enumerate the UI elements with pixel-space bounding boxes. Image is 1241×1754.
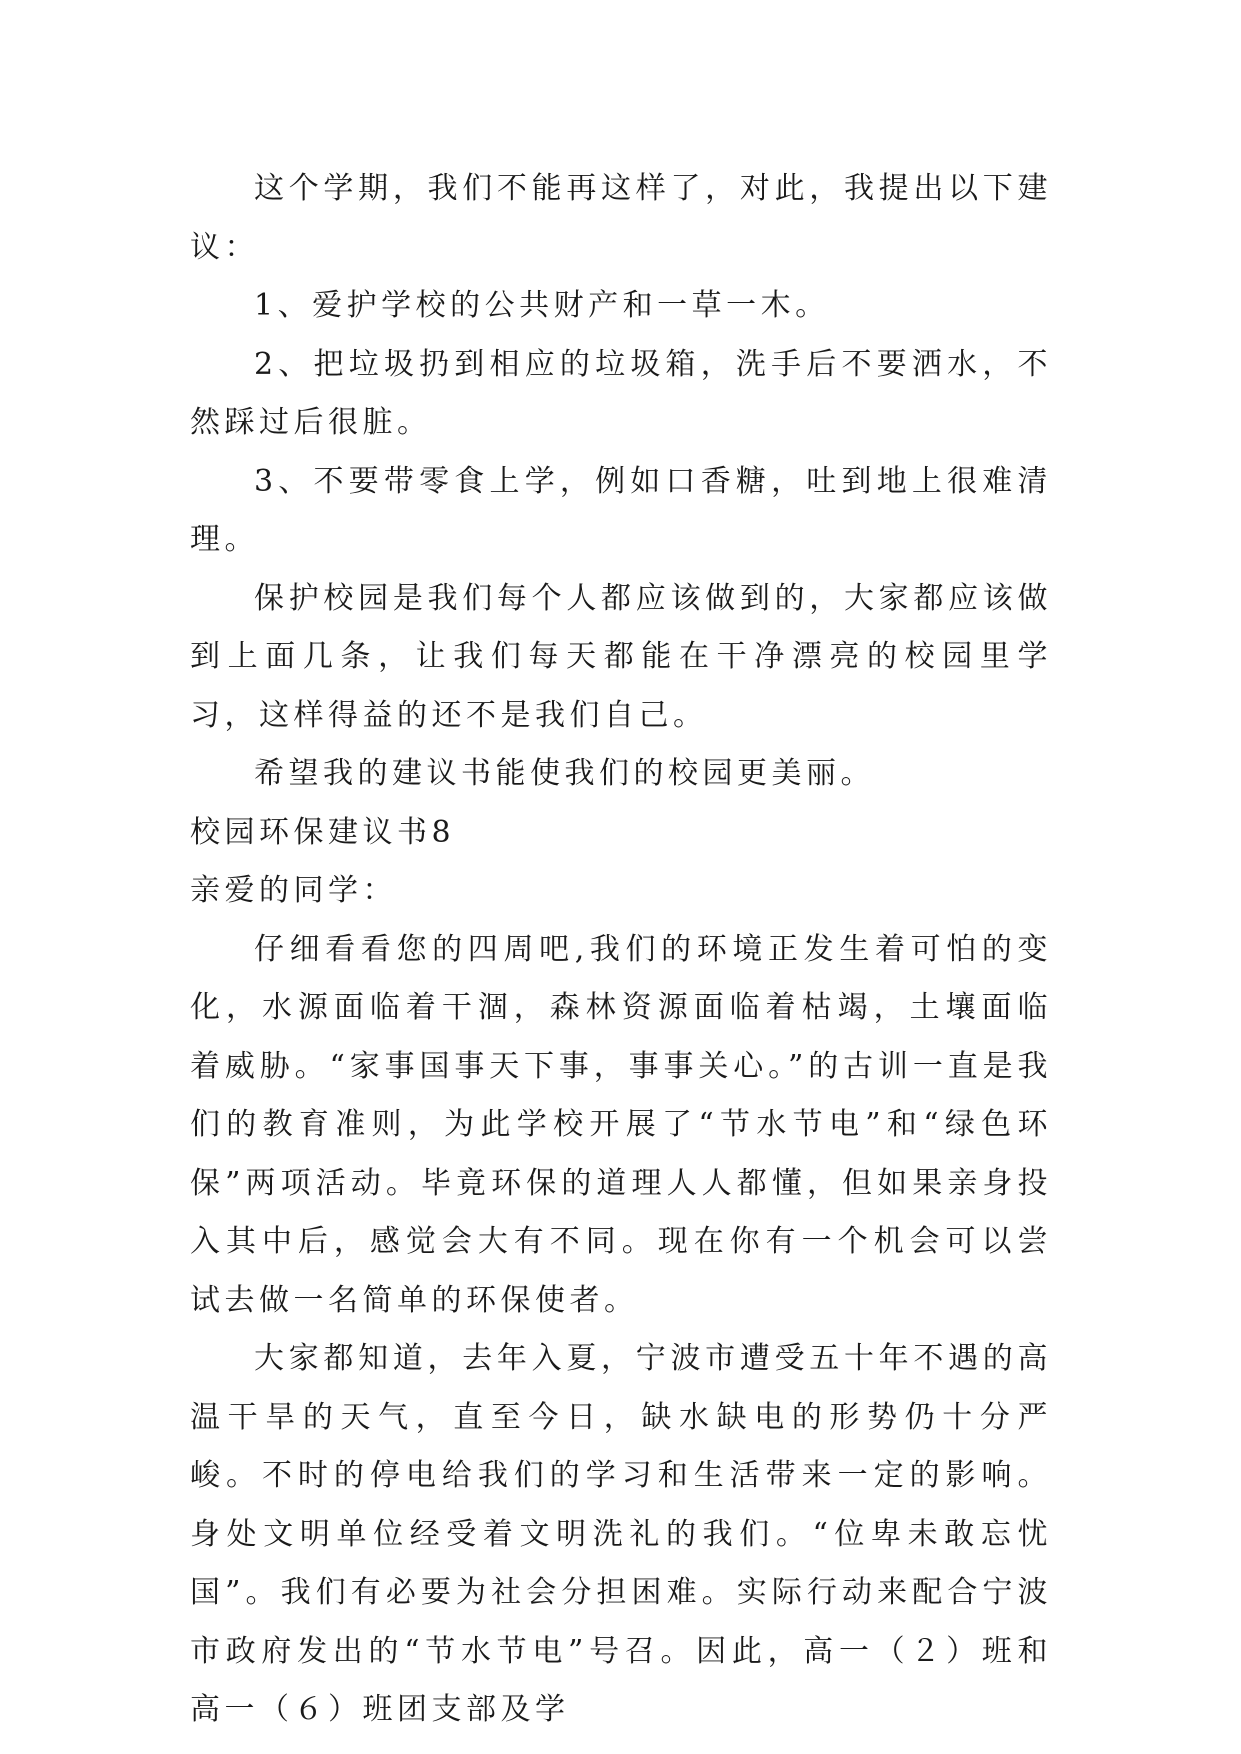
paragraph-suggestions-intro: 这个学期，我们不能再这样了，对此，我提出以下建议：	[190, 171, 1052, 265]
paragraph-protect-campus: 保护校园是我们每个人都应该做到的，大家都应该做到上面几条，让我们每天都能在干净漂亮的校园里学习，这样得益的还不是我们自己。	[190, 580, 1052, 733]
paragraph-drought: 大家都知道，去年入夏，宁波市遭受五十年不遇的高温干旱的天气，直至今日，缺水缺电的形势仍十分严峻。不时的停电给我们的学习和生活带来一定的影响。身处文明单位经受着文明洗礼的我们。“位卑未敢忘忧国”。我们有必要为社会分担困难。实际行动来配合宁波市政府发出的“节水节电”号召。因此，高一（２）班和高一（６）班团支部及学	[190, 1341, 1052, 1727]
document-body	[190, 160, 1052, 1740]
paragraph-environment: 仔细看看您的四周吧,我们的环境正发生着可怕的变化，水源面临着干涸，森林资源面临着枯竭，土壤面临着威胁。“家事国事天下事，事事关心。”的古训一直是我们的教育准则，为此学校开展了“节水节电”和“绿色环保”两项活动。毕竟环保的道理人人都懂，但如果亲身投入其中后，感觉会大有不同。现在你有一个机会可以尝试去做一名简单的环保使者。	[190, 931, 1052, 1318]
paragraph-suggestion-2: 2、把垃圾扔到相应的垃圾箱，洗手后不要洒水，不然踩过后很脏。	[190, 346, 1052, 440]
salutation: 亲爱的同学：	[190, 873, 397, 908]
paragraph-suggestion-3: 3、不要带零食上学，例如口香糖，吐到地上很难清理。	[190, 463, 1052, 557]
section-heading: 校园环保建议书8	[190, 814, 456, 850]
paragraph-suggestion-1: 1、爱护学校的公共财产和一草一木。	[254, 288, 830, 323]
paragraph-hope: 希望我的建议书能使我们的校园更美丽。	[254, 756, 875, 791]
